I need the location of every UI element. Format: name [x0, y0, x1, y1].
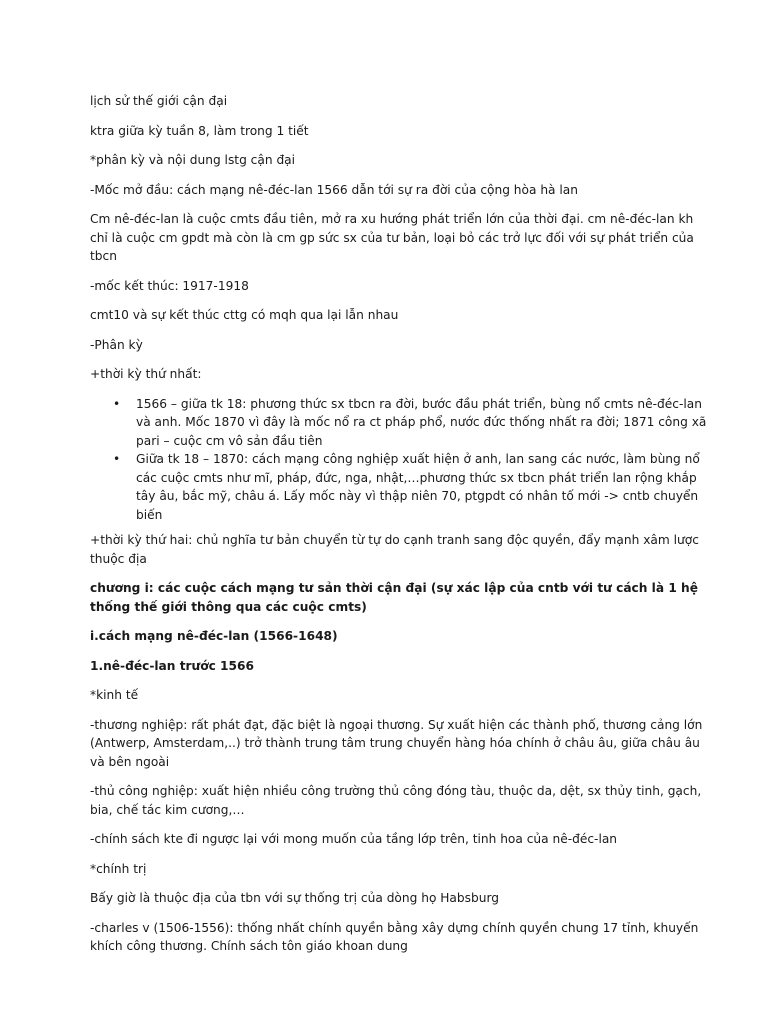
colony-paragraph: Bấy giờ là thuộc địa của tbn với sự thống trị của dòng họ Habsburg — [90, 891, 499, 905]
commerce-paragraph: -thương nghiệp: rất phát đạt, đặc biệt là ngoại thương. Sự xuất hiện các thành phố, thương cảng lớn (Antwerp, Amsterdam,..) trở thành trung tâm trung chuyển hàng hóa chính ở châu âu, giữa châu âu và bên ngoài — [90, 717, 703, 769]
list-item — [113, 450, 708, 524]
economy-label: *kinh tế — [90, 688, 139, 702]
periodization-label: -Phân kỳ — [90, 337, 143, 352]
bullet-list — [90, 395, 708, 525]
start-milestone: -Mốc mở đầu: cách mạng nê-đéc-lan 1566 dẫn tới sự ra đời của cộng hòa hà lan — [90, 182, 578, 197]
handicraft-paragraph: -thủ công nghiệp: xuất hiện nhiều công trường thủ công đóng tàu, thuộc da, dệt, sx thủy tinh, gạch, bia, chế tác kim cương,… — [90, 784, 702, 817]
end-milestone: -mốc kết thúc: 1917-1918 — [90, 278, 249, 293]
list-item-text: Giữa tk 18 – 1870: cách mạng công nghiệp xuất hiện ở anh, lan sang các nước, làm bùng nổ các cuộc cmts như mĩ, pháp, đức, nga, nhật,…phương thức sx tbcn phát triển lan rộng khắp tây âu, bắc mỹ, châu á. Lấy mốc này vì thập niên 70, ptgpdt có nhân tố mới -> cntb chuyển biến — [136, 452, 700, 522]
politics-label: *chính trị — [90, 861, 147, 876]
list-item-text: 1566 – giữa tk 18: phương thức sx tbcn ra đời, bước đầu phát triển, bùng nổ cmts nê-đéc-lan và anh. Mốc 1870 vì đây là mốc nổ ra ct pháp phổ, nước đức thống nhất ra đời; 1871 công xã pari – cuộc cm vô sản đầu tiên — [136, 396, 707, 448]
list-item — [113, 395, 708, 451]
first-period-label: +thời kỳ thứ nhất: — [90, 367, 202, 381]
section-heading: i.cách mạng nê-đéc-lan (1566-1648) — [90, 629, 338, 643]
second-period: +thời kỳ thứ hai: chủ nghĩa tư bản chuyển từ tự do cạnh tranh sang độc quyền, đẩy mạnh xâm lược thuộc địa — [90, 533, 699, 566]
economic-policy-paragraph: -chính sách kte đi ngược lại với mong muốn của tầng lớp trên, tinh hoa của nê-đéc-lan — [90, 832, 618, 846]
chapter-heading: chương i: các cuộc cách mạng tư sản thời cận đại (sự xác lập của cntb với tư cách là 1 hệ thống thế giới thông qua các cuộc cmts) — [90, 581, 698, 614]
bullet-icon: • — [113, 396, 121, 411]
paragraph-cmt10: cmt10 và sự kết thúc cttg có mqh qua lại lẫn nhau — [90, 308, 399, 322]
section-note: *phân kỳ và nội dung lstg cận đại — [90, 153, 296, 167]
bullet-icon: • — [113, 452, 121, 466]
paragraph-revolution: Cm nê-đéc-lan là cuộc cmts đầu tiên, mở ra xu hướng phát triển lớn của thời đại. cm nê-đéc-lan kh chỉ là cuộc cm gpdt mà còn là cm gp sức sx của tư bản, loại bỏ các trở lực đối với sự phát triển của tbcn — [90, 212, 694, 263]
doc-title-line: lịch sử thế giới cận đại — [90, 94, 228, 108]
exam-note: ktra giữa kỳ tuần 8, làm trong 1 tiết — [90, 123, 309, 138]
subsection-heading: 1.nê-đéc-lan trước 1566 — [90, 658, 254, 673]
charles-paragraph: -charles v (1506-1556): thống nhất chính quyền bằng xây dựng chính quyền chung 17 tỉnh, khuyến khích công thương. Chính sách tôn giáo khoan dung — [90, 920, 699, 953]
